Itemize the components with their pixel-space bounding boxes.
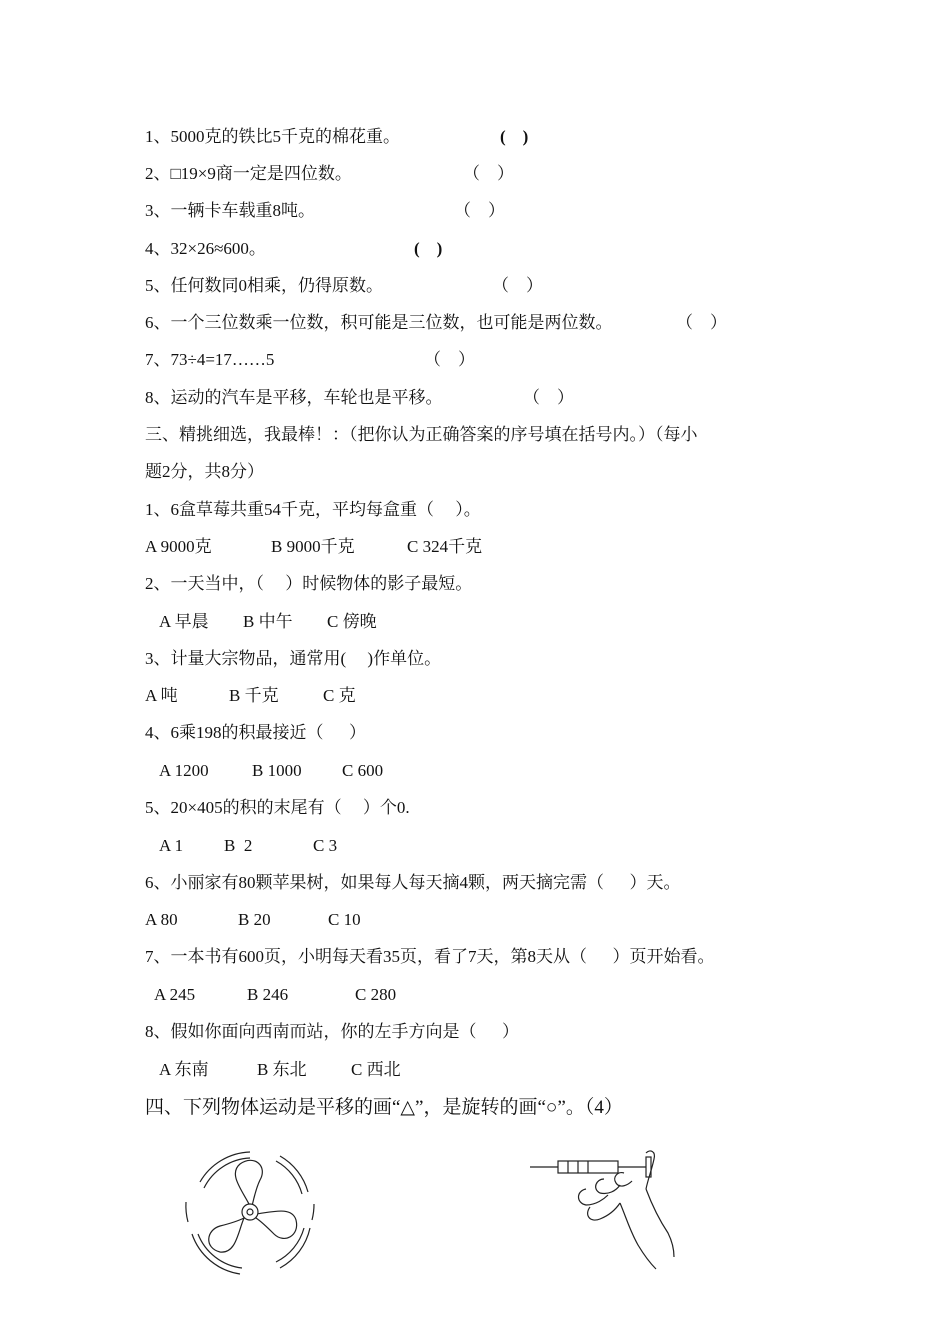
choice-question-7: 7、一本书有600页，小明每天看35页，看了7天，第8天从（ ）页开始看。 [145, 947, 715, 966]
judge-answer-blank-2[interactable]: （ ） [463, 164, 514, 183]
choice-question-1: 1、6盒草莓共重54千克，平均每盒重（ ）。 [145, 500, 481, 519]
option-b[interactable]: B 东北 [257, 1060, 307, 1079]
judge-answer-blank-3[interactable]: （ ） [454, 201, 505, 220]
option-a[interactable]: A 245 [154, 985, 196, 1004]
option-a[interactable]: A 9000克 [145, 537, 212, 556]
choice-question-5: 5、20×405的积的末尾有（ ）个0. [145, 798, 410, 817]
option-c[interactable]: C 3 [313, 836, 338, 855]
fan-illustration [180, 1142, 320, 1282]
judge-item-5: 5、任何数同0相乘，仍得原数。 [145, 276, 383, 295]
choice-options-5 [159, 835, 659, 857]
option-a[interactable]: A 吨 [145, 686, 178, 705]
option-a[interactable]: A 东南 [159, 1060, 209, 1079]
option-a[interactable]: A 80 [145, 910, 178, 929]
judge-answer-blank-1[interactable]: ( ) [500, 127, 529, 146]
judge-item-8: 8、运动的汽车是平移，车轮也是平移。 [145, 388, 443, 407]
choice-question-3: 3、计量大宗物品，通常用( )作单位。 [145, 649, 442, 668]
judge-answer-blank-5[interactable]: （ ） [492, 276, 543, 295]
section-3-title: 三、精挑细选，我最棒！：（把你认为正确答案的序号填在括号内。）（每小 [145, 425, 698, 444]
choice-question-6: 6、小丽家有80颗苹果树，如果每人每天摘4颗，两天摘完需（ ）天。 [145, 873, 681, 892]
section-4-title: 四、下列物体运动是平移的画“△”，是旋转的画“○”。（4） [145, 1097, 623, 1118]
judge-item-1: 1、5000克的铁比5千克的棉花重。 [145, 127, 400, 146]
option-b[interactable]: B 千克 [229, 686, 279, 705]
option-b[interactable]: B 246 [247, 985, 289, 1004]
option-a[interactable]: A 早晨 [159, 612, 209, 631]
choice-question-2: 2、一天当中，（ ）时候物体的影子最短。 [145, 574, 473, 593]
judge-item-4: 4、32×26≈600。 [145, 239, 266, 258]
choice-options-2 [159, 611, 659, 633]
option-c[interactable]: C 10 [328, 910, 361, 929]
option-c[interactable]: C 280 [355, 985, 397, 1004]
choice-question-8: 8、假如你面向西南而站，你的左手方向是（ ） [145, 1022, 519, 1041]
choice-options-3 [145, 685, 645, 707]
option-c[interactable]: C 克 [323, 686, 356, 705]
judge-answer-blank-8[interactable]: （ ） [523, 388, 574, 407]
option-b[interactable]: B 2 [224, 836, 253, 855]
choice-options-7 [154, 984, 654, 1006]
option-c[interactable]: C 西北 [351, 1060, 401, 1079]
option-c[interactable]: C 傍晚 [327, 612, 377, 631]
judge-answer-blank-4[interactable]: ( ) [414, 239, 443, 258]
syringe-illustration [528, 1145, 678, 1270]
option-b[interactable]: B 9000千克 [271, 537, 355, 556]
judge-item-6: 6、一个三位数乘一位数，积可能是三位数，也可能是两位数。 [145, 313, 613, 332]
option-c[interactable]: C 324千克 [407, 537, 483, 556]
option-b[interactable]: B 中午 [243, 612, 293, 631]
choice-options-1 [145, 536, 645, 558]
choice-options-8 [159, 1059, 659, 1081]
option-b[interactable]: B 20 [238, 910, 271, 929]
judge-item-2: 2、□19×9商一定是四位数。 [145, 164, 352, 183]
choice-options-4 [159, 760, 659, 782]
option-a[interactable]: A 1200 [159, 761, 209, 780]
judge-answer-blank-6[interactable]: （ ） [676, 313, 727, 332]
option-b[interactable]: B 1000 [252, 761, 302, 780]
option-a[interactable]: A 1 [159, 836, 184, 855]
judge-answer-blank-7[interactable]: （ ） [424, 350, 475, 369]
choice-question-4: 4、6乘198的积最接近（ ） [145, 723, 366, 742]
judge-item-3: 3、一辆卡车载重8吨。 [145, 201, 315, 220]
option-c[interactable]: C 600 [342, 761, 384, 780]
judge-item-7: 7、73÷4=17……5 [145, 350, 275, 369]
section-3-title-cont: 题2分，共8分） [145, 462, 264, 481]
choice-options-6 [145, 909, 645, 931]
